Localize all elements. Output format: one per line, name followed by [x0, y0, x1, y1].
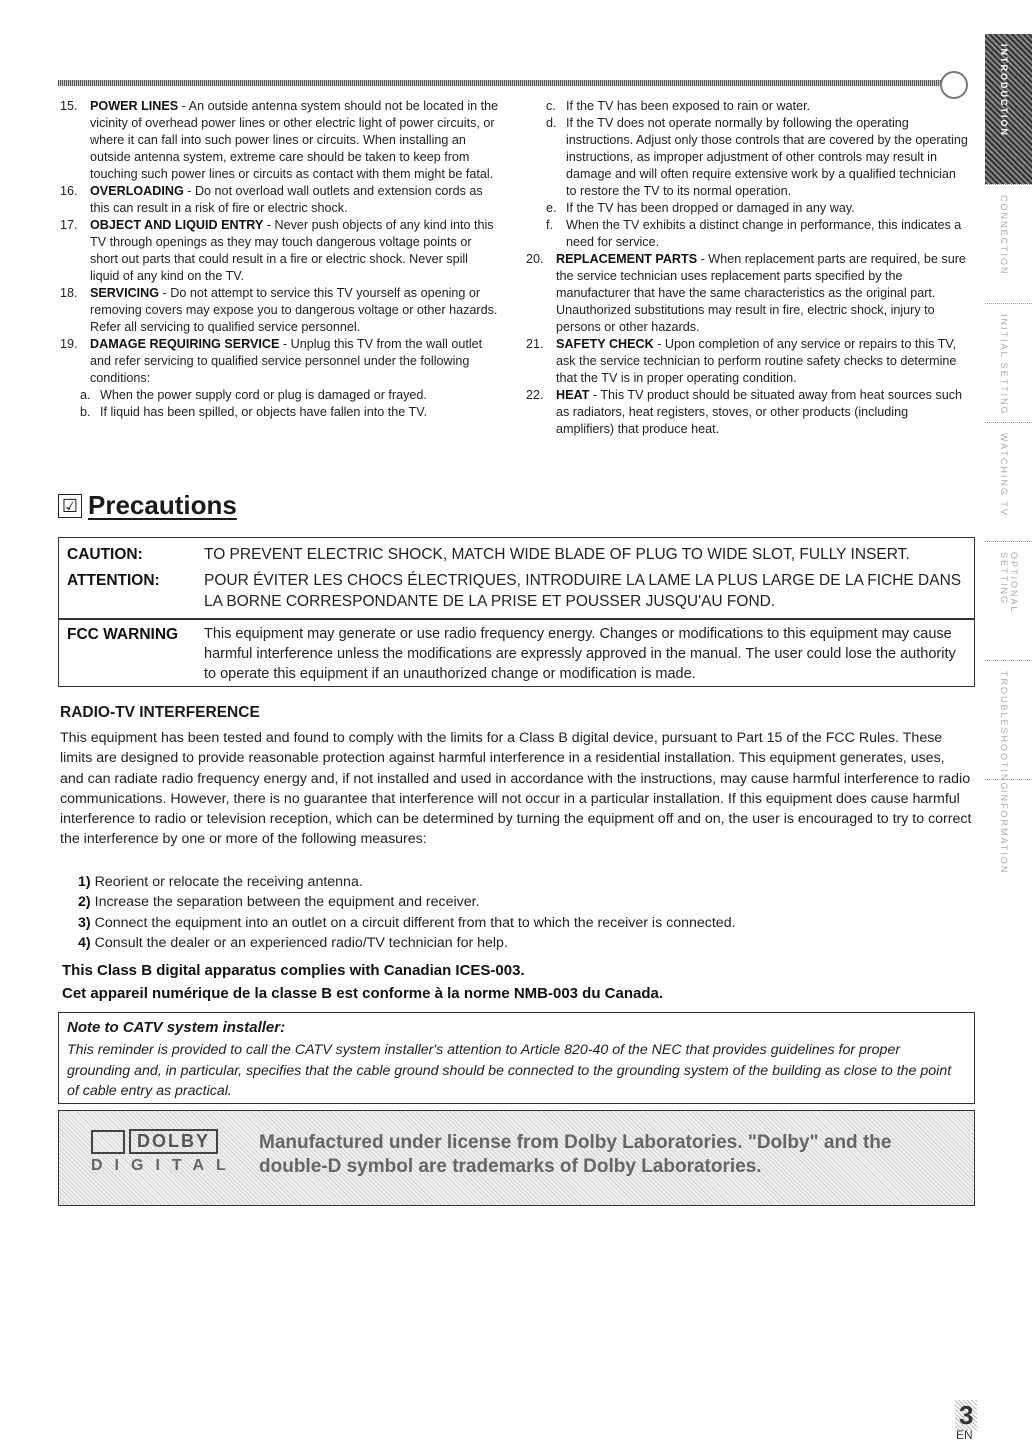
list-item: 20. REPLACEMENT PARTS - When replacement parts are required, be sure the service technician uses replacement parts specified by the manufacturer that have the same characteristics as the original part. Unauthorized substitutions may result in fire, electric shock, injury to persons or other hazards. — [526, 252, 966, 334]
sidebar-item-watching-tv[interactable]: WATCHING TV — [985, 422, 1032, 541]
catv-note-box — [58, 1012, 975, 1104]
measures-list — [78, 872, 736, 953]
list-item: 19. DAMAGE REQUIRING SERVICE - Unplug this TV from the wall outlet and refer servicing to qualified service personnel under the following conditions: — [60, 337, 483, 385]
section-sidebar — [985, 34, 1032, 898]
sub-item: e. If the TV has been dropped or damaged in any way. — [546, 201, 855, 215]
sidebar-item-initial-setting[interactable]: INITIAL SETTING — [985, 303, 1032, 422]
canada-english: This Class B digital apparatus complies with Canadian ICES-003. — [62, 962, 525, 979]
top-rule-circle — [940, 71, 968, 99]
note-title: Note to CATV system installer: — [67, 1019, 286, 1036]
dolby-box — [58, 1110, 975, 1206]
list-item: 16. OVERLOADING - Do not overload wall outlets and extension cords as this can result in a risk of fire or electric shock. — [60, 184, 483, 215]
checkbox-icon: ☑ — [58, 494, 82, 518]
sidebar-item-connection[interactable]: CONNECTION — [985, 184, 1032, 303]
list-item: 4) Consult the dealer or an experienced radio/TV technician for help. — [78, 934, 508, 951]
sidebar-item-introduction[interactable]: INTRODUCTION — [985, 34, 1032, 184]
list-item: 1) Reorient or relocate the receiving antenna. — [78, 874, 363, 890]
radio-tv-title: RADIO-TV INTERFERENCE — [60, 704, 260, 721]
fcc-warning-box — [58, 619, 975, 687]
list-item: 22. HEAT - This TV product should be situated away from heat sources such as radiators, heat registers, stoves, or other products (including amplifiers) that produce heat. — [526, 388, 963, 436]
caution-row: CAUTION: TO PREVENT ELECTRIC SHOCK, MATCH WIDE BLADE OF PLUG TO WIDE SLOT, FULLY INSERT. — [67, 546, 910, 563]
list-item: 2) Increase the separation between the equipment and receiver. — [78, 894, 480, 911]
sub-item: b. If liquid has been spilled, or objects have fallen into the TV. — [80, 405, 427, 419]
list-item: 18. SERVICING - Do not attempt to service this TV yourself as opening or removing covers may expose you to dangerous voltage or other hazards. Refer all servicing to qualified service personnel. — [60, 286, 498, 334]
sidebar-item-optional-setting[interactable]: OPTIONAL SETTING — [985, 541, 1032, 660]
caution-box — [58, 537, 975, 619]
list-item: 21. SAFETY CHECK - Upon completion of any service or repairs to this TV, ask the service technician to perform routine safety checks to determine that the TV is in proper operating condition. — [526, 337, 957, 385]
top-rule — [58, 80, 958, 86]
sidebar-item-troubleshooting[interactable]: TROUBLESHOOTING — [985, 660, 1032, 779]
page-language: EN — [956, 1428, 973, 1442]
safety-list-left — [60, 98, 500, 421]
sidebar-item-information[interactable]: INFORMATION — [985, 779, 1032, 898]
page-number: 3 — [955, 1400, 977, 1431]
canada-french: Cet appareil numérique de la classe B est conforme à la norme NMB-003 du Canada. — [62, 985, 664, 1002]
radio-tv-paragraph: This equipment has been tested and found to comply with the limits for a Class B digital device, pursuant to Part 15 of the FCC Rules. These limits are designed to provide reasonable protection against harmful interference in a residential installation. This equipment generates, uses, and can radiate radio frequency energy and, if not installed and used in accordance with the instructions, may cause harmful interference to radio communications. However, there is no guarantee that interference will not occur in a particular installation. If this equipment does cause harmful interference to radio or television reception, which can be determined by turning the equipment off and on, the user is encouraged to try to correct the interference by one or more of the following measures: — [60, 730, 972, 848]
sub-item: d. If the TV does not operate normally by following the operating instructions. Adjust only those controls that are covered by the operating instructions, as improper adjustment of other controls may result in damage and will often require extensive work by a qualified technician to restore the TV to its normal operation. — [546, 116, 968, 198]
precautions-title: ☑ Precautions — [58, 490, 237, 521]
sub-item: a. When the power supply cord or plug is damaged or frayed. — [80, 388, 427, 402]
dolby-logo: DOLBY DIGITAL — [91, 1131, 238, 1174]
sub-item: f. When the TV exhibits a distinct change in performance, this indicates a need for service. — [546, 218, 962, 249]
note-text: This reminder is provided to call the CATV system installer's attention to Article 820-40 of the NEC that provides guidelines for proper grounding and, in particular, specifies that the cable ground should be connected to the grounding system of the building as close to the point of cable entry as practical. — [67, 1042, 952, 1099]
list-item: 15. POWER LINES - An outside antenna system should not be located in the vicinity of overhead power lines or other electric light of power circuits, or where it can fall into such power lines or circuits. When installing an outside antenna system, extreme care should be taken to keep from touching such power lines or circuits as contact with them might be fatal. — [60, 99, 499, 181]
fcc-row: FCC WARNING This equipment may generate or use radio frequency energy. Changes or modifications to this equipment may cause harmful interference unless the modifications are expressly approved in the manual. The user could lose the authority to operate this equipment if an unauthorized change or modification is made. — [67, 626, 956, 682]
attention-row: ATTENTION: POUR ÉVITER LES CHOCS ÉLECTRIQUES, INTRODUIRE LA LAME LA PLUS LARGE DE LA FICHE DANS LA BORNE CORRESPONDANTE DE LA PRISE ET POUSSER JUSQU'AU FOND. — [67, 572, 962, 610]
safety-list-right — [526, 98, 968, 438]
double-d-icon — [91, 1130, 125, 1154]
list-item: 3) Connect the equipment into an outlet on a circuit different from that to which the receiver is connected. — [78, 914, 736, 931]
sub-item: c. If the TV has been exposed to rain or water. — [546, 99, 811, 113]
dolby-trademark-text: Manufactured under license from Dolby Laboratories. "Dolby" and the double-D symbol are trademarks of Dolby Laboratories. — [259, 1132, 892, 1177]
list-item: 17. OBJECT AND LIQUID ENTRY - Never push objects of any kind into this TV through openings as they may touch dangerous voltage points or short out parts that could result in a fire or electric shock. Never spill liquid of any kind on the TV. — [60, 218, 494, 283]
